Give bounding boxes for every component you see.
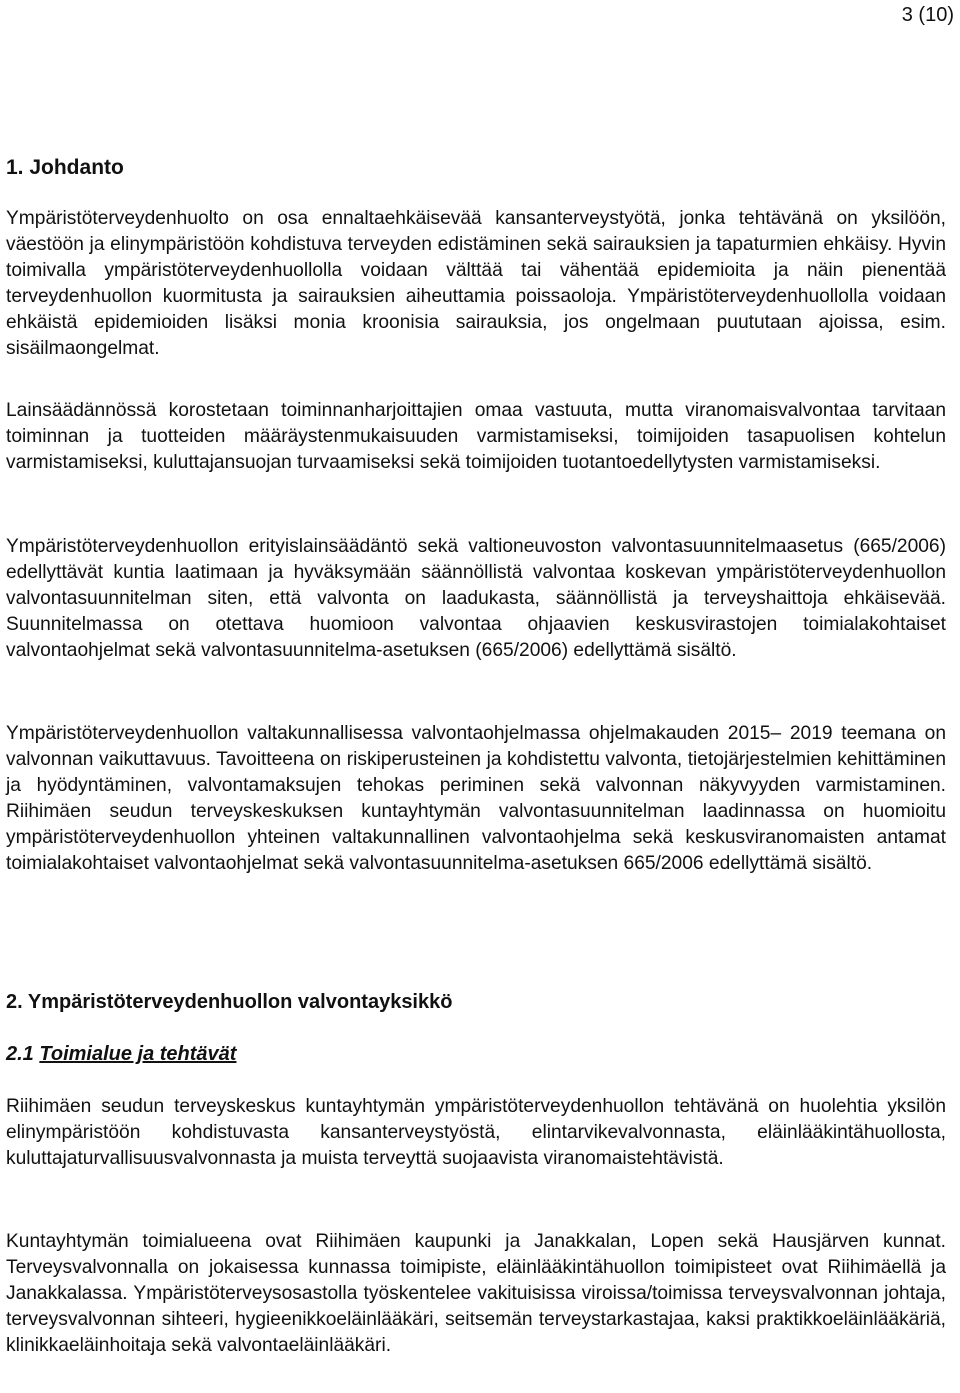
section-heading-valvontayksikko: 2. Ympäristöterveydenhuollon valvontayksikkö xyxy=(6,991,453,1013)
paragraph-intro-1: Ympäristöterveydenhuolto on osa ennaltaehkäisevää kansanterveystyötä, jonka tehtävänä on yksilöön, väestöön ja elinympäristöön kohdistuva terveyden edistäminen sekä sairauksien ja tapaturmien ehkäisy. Hyvin toimivalla ympäristöterveydenhuollolla voidaan välttää tai vähentää epidemioita ja näin pienentää terveydenhuollon kuormitusta ja sairauksien aiheuttamia poissaoloja. Ympäristöterveydenhuollolla voidaan ehkäistä epidemioiden lisäksi monia kroonisia sairauksia, jos ongelmaan puututaan ajoissa, esim. sisäilmaongelmat. xyxy=(6,208,946,359)
paragraph-intro-2: Lainsäädännössä korostetaan toiminnanharjoittajien omaa vastuuta, mutta viranomaisvalvontaa tarvitaan toiminnan ja tuotteiden määräystenmukaisuuden varmistamiseksi, toimijoiden tasapuolisen kohtelun varmistamiseksi, kuluttajansuojan turvaamiseksi sekä toimijoiden tuotantoedellytysten varmistamiseksi. xyxy=(6,400,946,473)
subsection-number: 2.1 xyxy=(6,1043,34,1065)
paragraph-intro-3: Ympäristöterveydenhuollon erityislainsäädäntö sekä valtioneuvoston valvontasuunnitelmaasetus (665/2006) edellyttävät kuntia laatimaan ja hyväksymään säännöllistä valvontaa koskevan ympäristöterveydenhuollon valvontasuunnitelman siten, että valvonta on laadukasta, säännöllistä ja terveyshaittoja ehkäisevää. Suunnitelmassa on otettava huomioon valvontaa ohjaavien keskusvirastojen toimialakohtaiset valvontaohjelmat sekä valvontasuunnitelma-asetuksen (665/2006) edellyttämä sisältö. xyxy=(6,536,946,661)
subsection-title: Toimialue ja tehtävät xyxy=(39,1043,237,1065)
paragraph-intro-4: Ympäristöterveydenhuollon valtakunnallisessa valvontaohjelmassa ohjelmakauden 2015– 2019 teemana on valvonnan vaikuttavuus. Tavoitteena on riskiperusteinen ja kohdistettu valvonta, tietojärjestelmien kehittäminen ja hyödyntäminen, valvontamaksujen tehokas periminen sekä valvonnan näkyvyyden varmistaminen. Riihimäen seudun terveyskeskuksen kuntayhtymän valvontasuunnitelman laadinnassa on huomioitu ympäristöterveydenhuollon yhteinen valtakunnallinen valvontaohjelma sekä keskusviranomaisten antamat toimialakohtaiset valvontaohjelmat sekä valvontasuunnitelma-asetuksen 665/2006 edellyttämä sisältö. xyxy=(6,723,946,874)
section-heading-johdanto: 1. Johdanto xyxy=(6,156,124,179)
subsection-heading-toimialue xyxy=(6,1040,236,1068)
page-number: 3 (10) xyxy=(901,4,954,26)
paragraph-toimialue-1: Riihimäen seudun terveyskeskus kuntayhtymän ympäristöterveydenhuollon tehtävänä on huolehtia yksilön elinympäristöön kohdistuvasta kansanterveystyöstä, elintarvikevalvonnasta, eläinlääkintähuollosta, kuluttajaturvallisuusvalvonnasta ja muista terveyttä suojaavista viranomaistehtävistä. xyxy=(6,1096,946,1169)
paragraph-toimialue-2: Kuntayhtymän toimialueena ovat Riihimäen kaupunki ja Janakkalan, Lopen sekä Hausjärven kunnat. Terveysvalvonnalla on jokaisessa kunnassa toimipiste, eläinlääkintähuollon toimipisteet ovat Riihimäellä ja Janakkalassa. Ympäristöterveysosastolla työskentelee vakituisissa viroissa/toimissa terveysvalvonnan johtaja, terveysvalvonnan sihteeri, hygieenikkoeläinlääkäri, seitsemän terveystarkastajaa, kaksi praktikkoeläinlääkäriä, klinikkaeläinhoitaja sekä valvontaeläinlääkäri. xyxy=(6,1231,946,1356)
